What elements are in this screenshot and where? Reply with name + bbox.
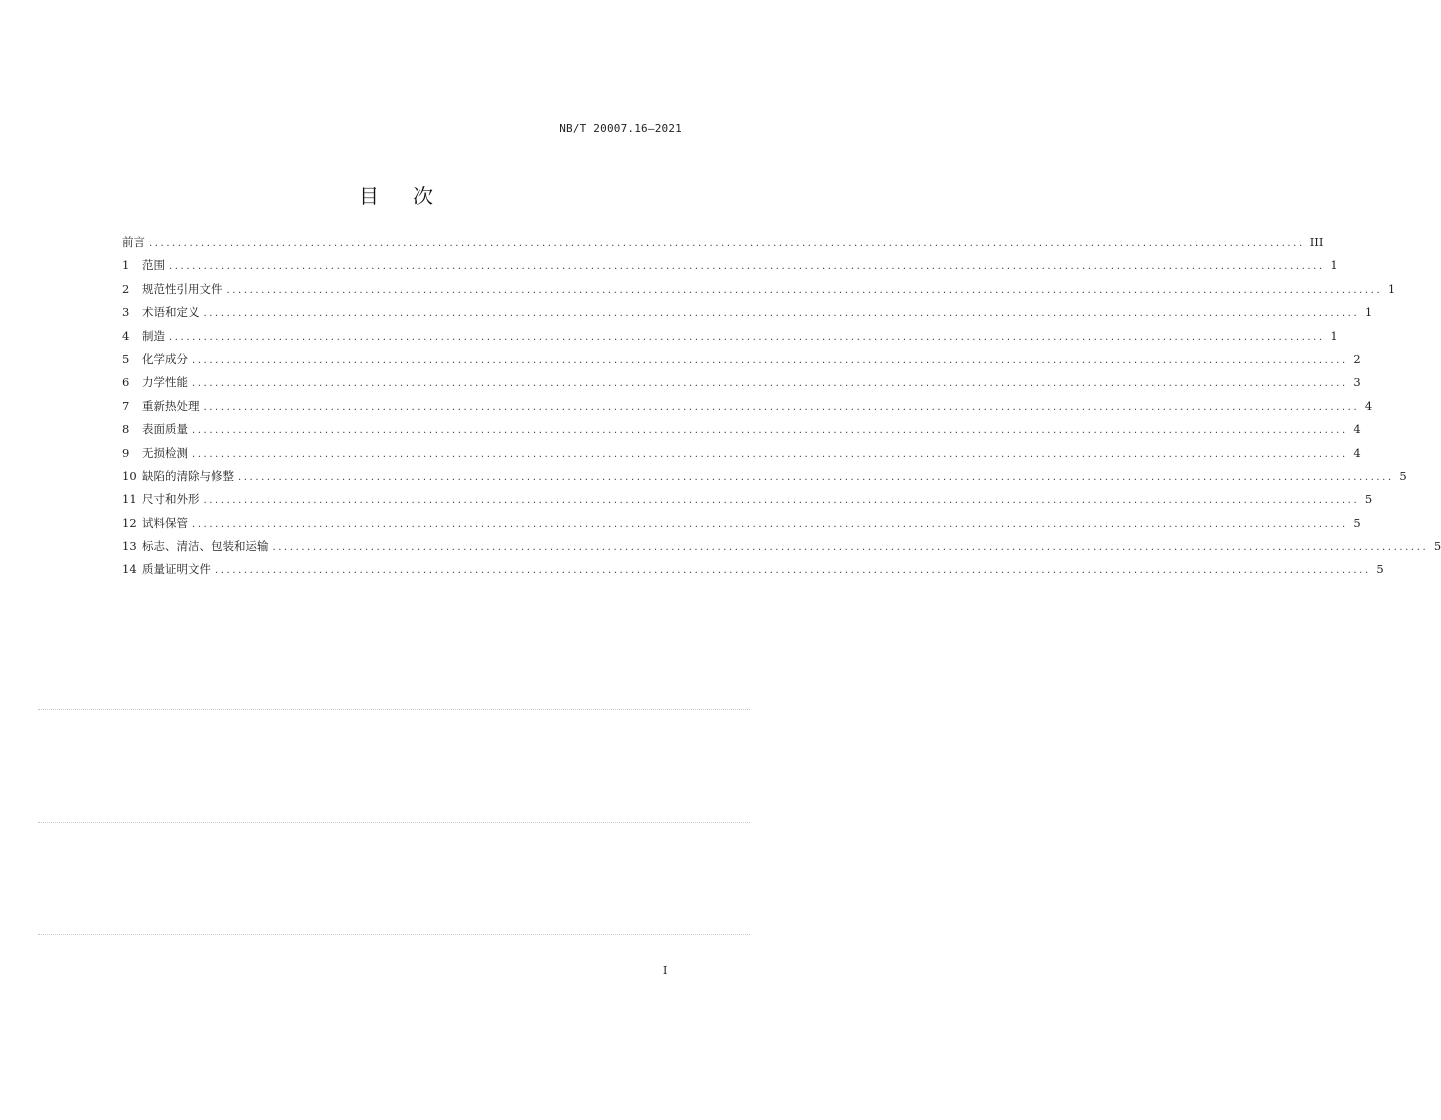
toc-entry-number: 6 — [122, 375, 130, 390]
toc-entry-page: 1 — [1330, 258, 1338, 273]
toc-entry[interactable] — [122, 304, 1373, 327]
toc-entry-label: 重新热处理 — [142, 398, 200, 413]
toc-entry-label: 范围 — [142, 258, 165, 273]
toc-entry[interactable] — [122, 445, 1361, 468]
table-of-contents — [122, 234, 1441, 585]
toc-entry[interactable] — [122, 374, 1361, 397]
toc-dot-leader: ........................................................................................................................................................................................................ — [226, 284, 1383, 296]
toc-dot-leader: ........................................................................................................................................................................................................ — [203, 495, 1360, 507]
toc-entry-label: 标志、清洁、包装和运输 — [142, 539, 269, 554]
toc-entry-label: 无损检测 — [142, 445, 188, 460]
toc-entry-page: III — [1309, 235, 1324, 249]
toc-dot-leader: ........................................................................................................................................................................................................ — [192, 354, 1348, 366]
toc-dot-leader: ........................................................................................................................................................................................................ — [169, 331, 1325, 343]
page-title: 目次 — [359, 184, 467, 208]
toc-entry-page: 5 — [1433, 539, 1441, 554]
toc-entry[interactable] — [122, 515, 1361, 538]
toc-entry-number: 5 — [122, 351, 130, 366]
toc-entry-number: 14 — [122, 562, 137, 577]
toc-entry-number: 13 — [122, 539, 137, 554]
toc-entry-number: 7 — [122, 398, 130, 413]
toc-entry[interactable] — [122, 234, 1324, 257]
toc-entry-label: 质量证明文件 — [142, 562, 211, 577]
toc-entry-page: 4 — [1364, 398, 1373, 413]
toc-entry-number: 2 — [122, 281, 130, 296]
toc-entry-page: 5 — [1364, 492, 1373, 507]
toc-entry-label: 缺陷的清除与修整 — [142, 468, 234, 483]
toc-dot-leader: ........................................................................................................................................................................................................ — [192, 448, 1348, 460]
toc-entry-number: 9 — [122, 445, 130, 460]
toc-entry-page: 1 — [1364, 305, 1373, 320]
toc-entry-label: 制造 — [142, 328, 165, 343]
toc-entry-label: 试料保管 — [142, 515, 188, 530]
toc-dot-leader: ........................................................................................................................................................................................................ — [203, 308, 1360, 320]
toc-entry-page: 5 — [1353, 515, 1361, 530]
toc-dot-leader: ........................................................................................................................................................................................................ — [192, 425, 1348, 437]
toc-entry-page: 3 — [1353, 375, 1361, 390]
toc-entry[interactable] — [122, 398, 1373, 421]
toc-entry-number: 1 — [122, 258, 130, 273]
toc-entry-label: 前言 — [122, 235, 145, 249]
toc-entry-number: 11 — [122, 492, 137, 507]
toc-entry[interactable] — [122, 561, 1384, 584]
toc-dot-leader: ........................................................................................................................................................................................................ — [149, 238, 1305, 249]
toc-entry-page: 5 — [1399, 468, 1407, 483]
toc-dot-leader: ........................................................................................................................................................................................................ — [192, 518, 1348, 530]
toc-entry[interactable] — [122, 491, 1373, 514]
toc-entry[interactable] — [122, 281, 1396, 304]
standard-code: NB/T 20007.16—2021 — [559, 122, 682, 135]
toc-entry-number: 4 — [122, 328, 130, 343]
dotted-divider — [38, 934, 750, 935]
toc-dot-leader: ........................................................................................................................................................................................................ — [203, 401, 1360, 413]
toc-entry-label: 力学性能 — [142, 375, 188, 390]
dotted-divider — [38, 709, 750, 710]
toc-entry-label: 术语和定义 — [142, 305, 200, 320]
toc-entry-number: 8 — [122, 422, 130, 437]
toc-dot-leader: ........................................................................................................................................................................................................ — [272, 542, 1429, 554]
toc-entry-label: 表面质量 — [142, 422, 188, 437]
toc-entry-label: 化学成分 — [142, 351, 188, 366]
toc-entry-number: 12 — [122, 515, 137, 530]
toc-entry-page: 5 — [1376, 562, 1384, 577]
page-number: I — [663, 964, 668, 977]
toc-entry[interactable] — [122, 421, 1361, 444]
toc-entry-number: 10 — [122, 468, 137, 483]
toc-dot-leader: ........................................................................................................................................................................................................ — [215, 565, 1371, 577]
toc-entry-page: 1 — [1387, 281, 1396, 296]
toc-entry-label: 规范性引用文件 — [142, 281, 223, 296]
toc-entry-number: 3 — [122, 305, 130, 320]
toc-entry[interactable] — [122, 538, 1441, 561]
toc-entry-page: 4 — [1353, 422, 1361, 437]
toc-entry[interactable] — [122, 351, 1361, 374]
toc-entry[interactable] — [122, 468, 1407, 491]
toc-entry[interactable] — [122, 257, 1338, 280]
toc-dot-leader: ........................................................................................................................................................................................................ — [192, 378, 1348, 390]
toc-entry-label: 尺寸和外形 — [142, 492, 200, 507]
dotted-divider — [38, 822, 750, 823]
toc-entry-page: 2 — [1353, 351, 1361, 366]
toc-entry-page: 4 — [1353, 445, 1361, 460]
toc-dot-leader: ........................................................................................................................................................................................................ — [238, 471, 1394, 483]
toc-dot-leader: ........................................................................................................................................................................................................ — [169, 261, 1325, 273]
toc-entry[interactable] — [122, 328, 1338, 351]
toc-entry-page: 1 — [1330, 328, 1338, 343]
